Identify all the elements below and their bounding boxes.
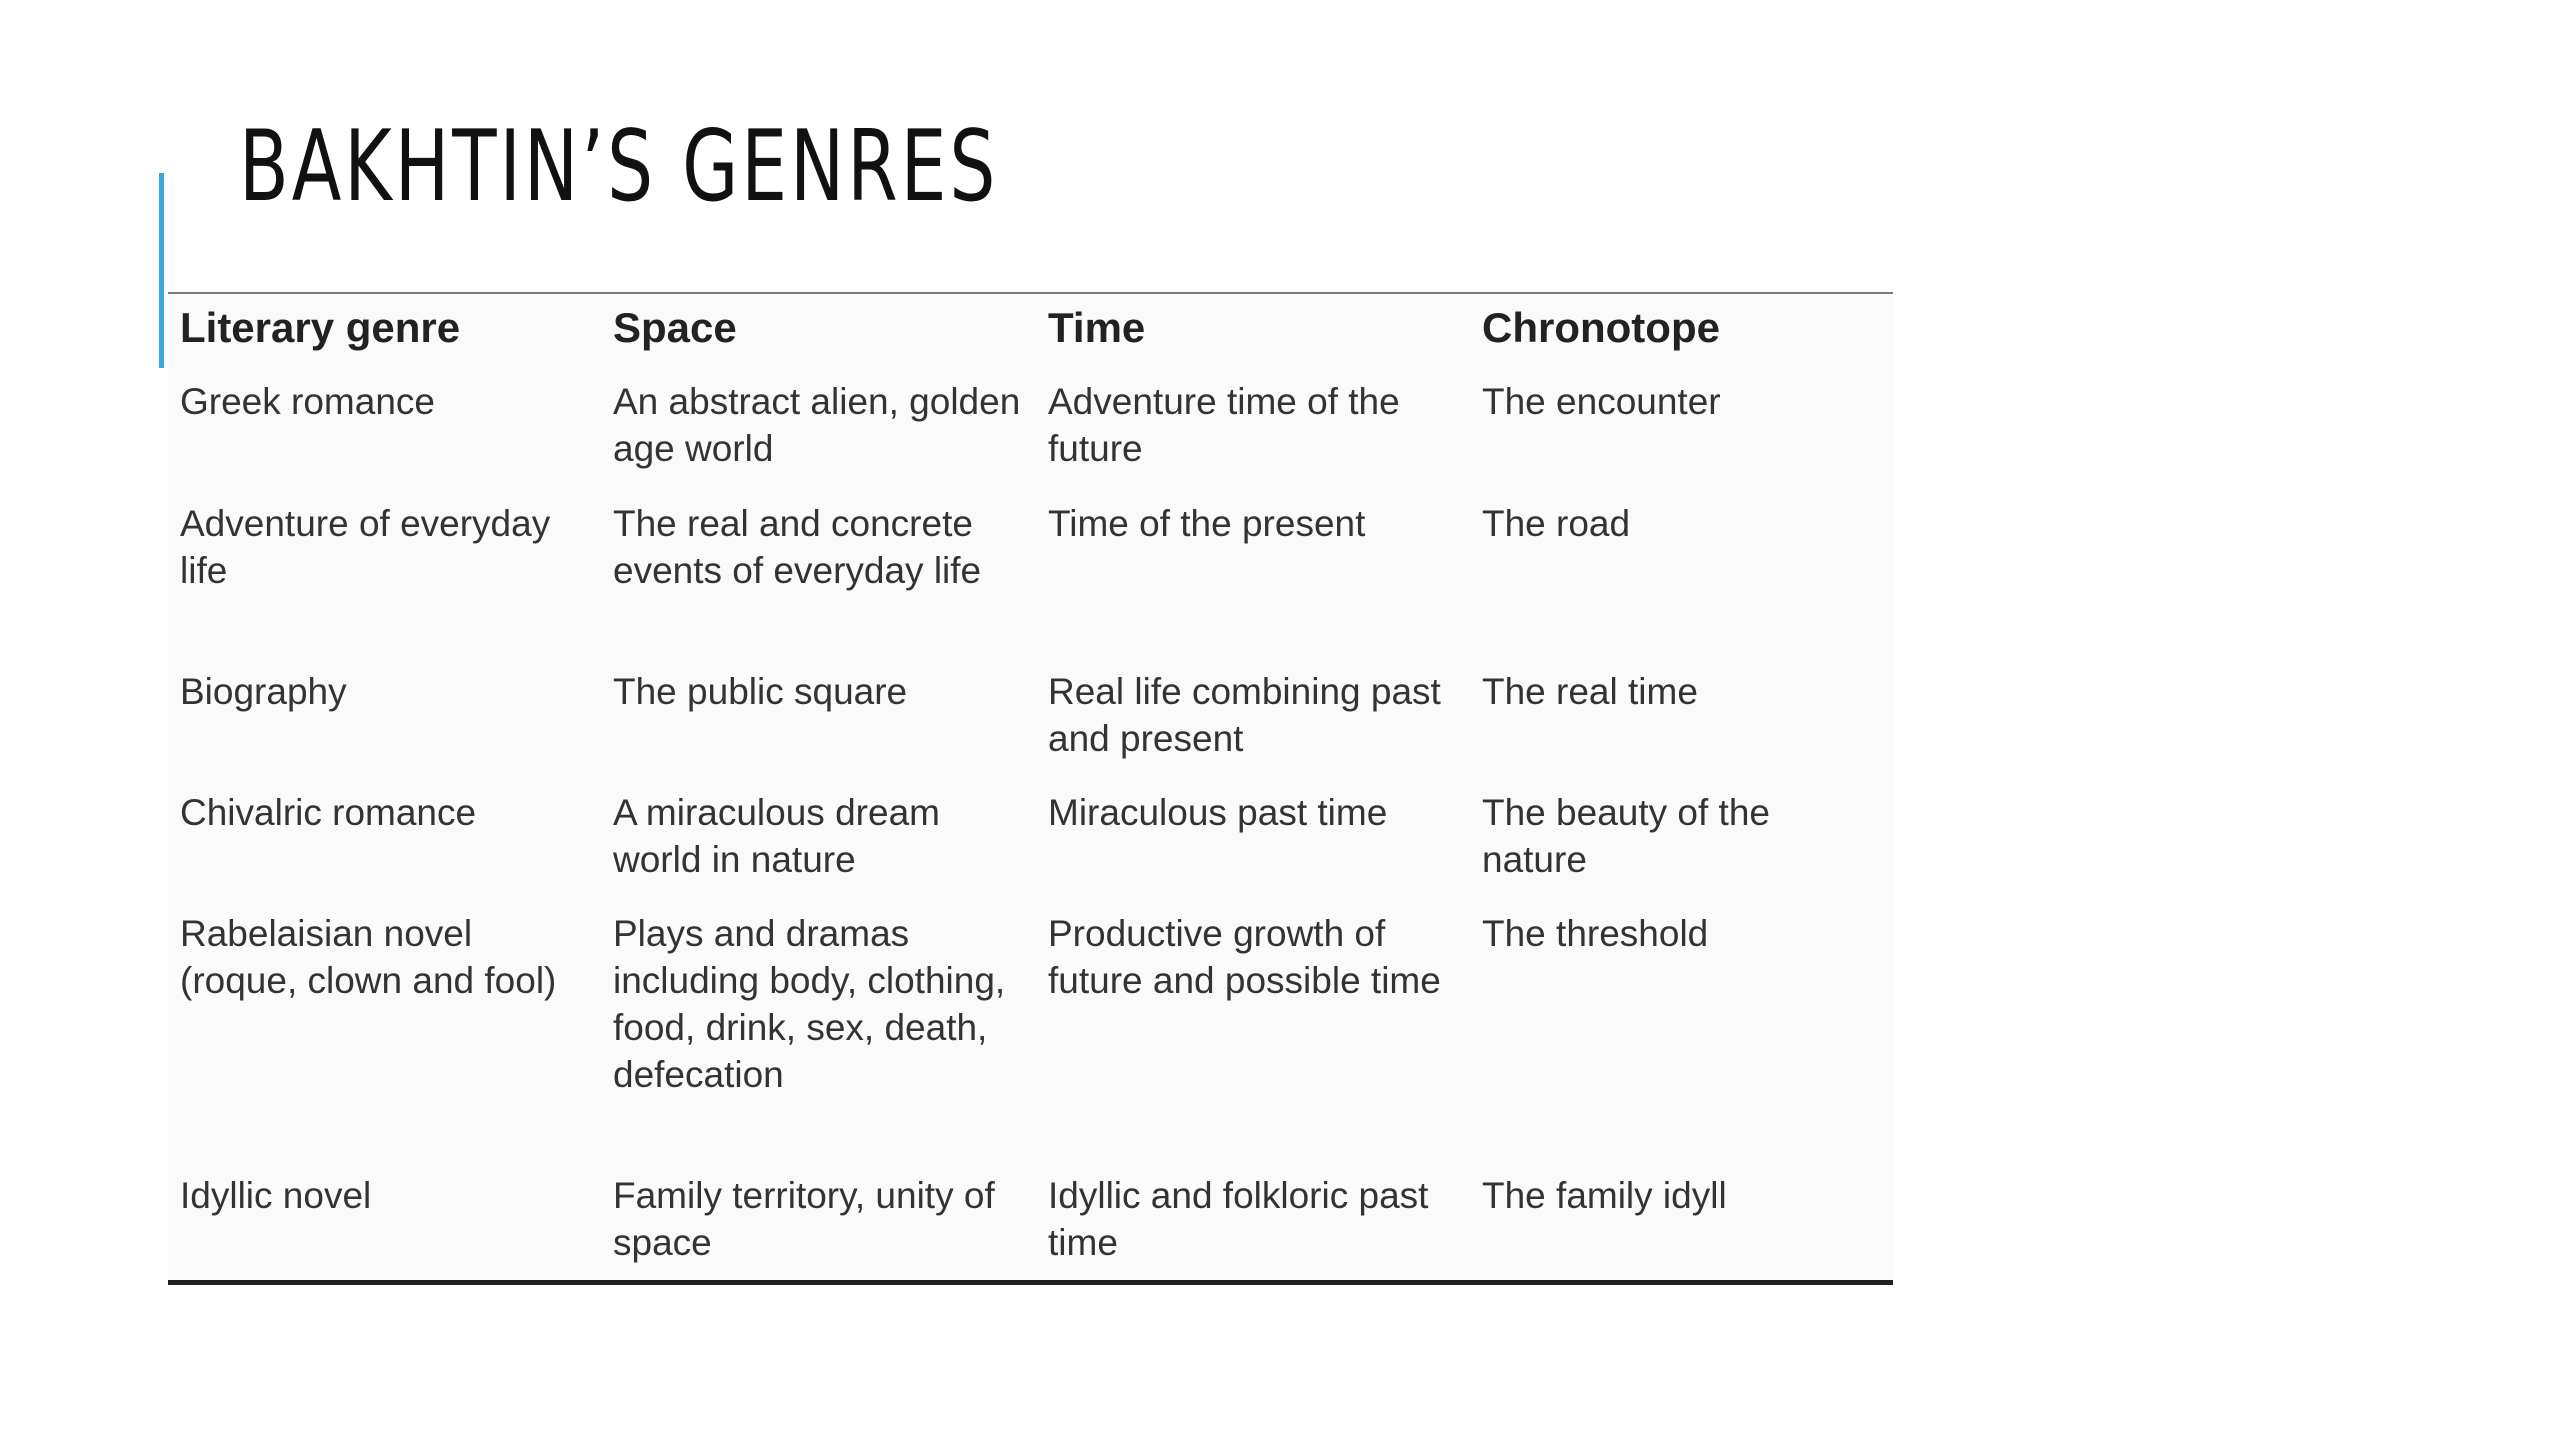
cell-genre: Biography xyxy=(180,671,347,712)
cell-space: The public square xyxy=(613,671,908,712)
table-row xyxy=(168,1172,1893,1282)
accent-bar xyxy=(159,173,164,368)
cell-time: Time of the present xyxy=(1048,503,1366,544)
cell-genre: Rabelaisian novel (roque, clown and fool) xyxy=(180,913,557,1001)
cell-time: Productive growth of future and possible time xyxy=(1048,913,1441,1001)
table-row xyxy=(168,378,1893,500)
cell-chronotope: The real time xyxy=(1482,671,1698,712)
header-time: Time xyxy=(1048,304,1146,351)
table-row xyxy=(168,789,1893,910)
cell-space: A miraculous dream world in nature xyxy=(613,792,940,880)
table-row xyxy=(168,668,1893,789)
cell-time: Idyllic and folkloric past time xyxy=(1048,1175,1429,1263)
table-row xyxy=(168,500,1893,668)
cell-chronotope: The beauty of the nature xyxy=(1482,792,1770,880)
cell-genre: Idyllic novel xyxy=(180,1175,372,1216)
cell-genre: Adventure of everyday life xyxy=(180,503,551,591)
cell-chronotope: The road xyxy=(1482,503,1631,544)
cell-space: Plays and dramas including body, clothing, food, drink, sex, death, defecation xyxy=(613,913,1006,1095)
table-header-row xyxy=(168,304,1893,378)
cell-genre: Greek romance xyxy=(180,381,435,422)
header-literary-genre: Literary genre xyxy=(180,304,461,351)
table-row xyxy=(168,910,1893,1172)
cell-time: Real life combining past and present xyxy=(1048,671,1441,759)
cell-genre: Chivalric romance xyxy=(180,792,477,833)
cell-time: Miraculous past time xyxy=(1048,792,1388,833)
cell-chronotope: The threshold xyxy=(1482,913,1709,954)
cell-space: Family territory, unity of space xyxy=(613,1175,995,1263)
slide-title: BAKHTIN’S GENRES xyxy=(239,110,999,224)
cell-chronotope: The family idyll xyxy=(1482,1175,1727,1216)
cell-space: The real and concrete events of everyday life xyxy=(613,503,982,591)
cell-space: An abstract alien, golden age world xyxy=(613,381,1021,469)
genres-table xyxy=(168,292,1893,1285)
cell-chronotope: The encounter xyxy=(1482,381,1721,422)
header-space: Space xyxy=(613,304,737,351)
cell-time: Adventure time of the future xyxy=(1048,381,1400,469)
header-chronotope: Chronotope xyxy=(1482,304,1720,351)
